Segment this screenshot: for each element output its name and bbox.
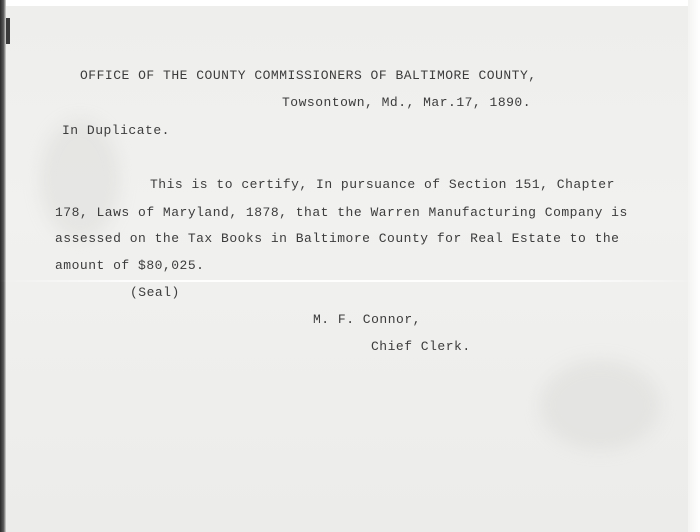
- body-line: 178, Laws of Maryland, 1878, that the Warren Manufacturing Company is: [55, 205, 628, 220]
- letter-heading: OFFICE OF THE COUNTY COMMISSIONERS OF BALTIMORE COUNTY,: [80, 68, 537, 83]
- scan-left-edge: [0, 0, 6, 532]
- body-line: assessed on the Tax Books in Baltimore County for Real Estate to the: [55, 231, 620, 246]
- seal-label: (Seal): [130, 285, 180, 300]
- body-line: amount of $80,025.: [55, 258, 205, 273]
- duplicate-note: In Duplicate.: [62, 123, 170, 138]
- paper-stain: [40, 120, 120, 240]
- paper-fold-line: [0, 280, 700, 282]
- signatory-title: Chief Clerk.: [371, 339, 471, 354]
- signatory-name: M. F. Connor,: [313, 312, 421, 327]
- scan-top-border: [0, 0, 700, 6]
- place-date-line: Towsontown, Md., Mar.17, 1890.: [282, 95, 532, 110]
- body-line: This is to certify, In pursuance of Section 151, Chapter: [150, 177, 615, 192]
- scan-right-edge: [688, 0, 700, 532]
- paper-stain: [540, 360, 660, 450]
- scan-corner-mark: [6, 18, 10, 44]
